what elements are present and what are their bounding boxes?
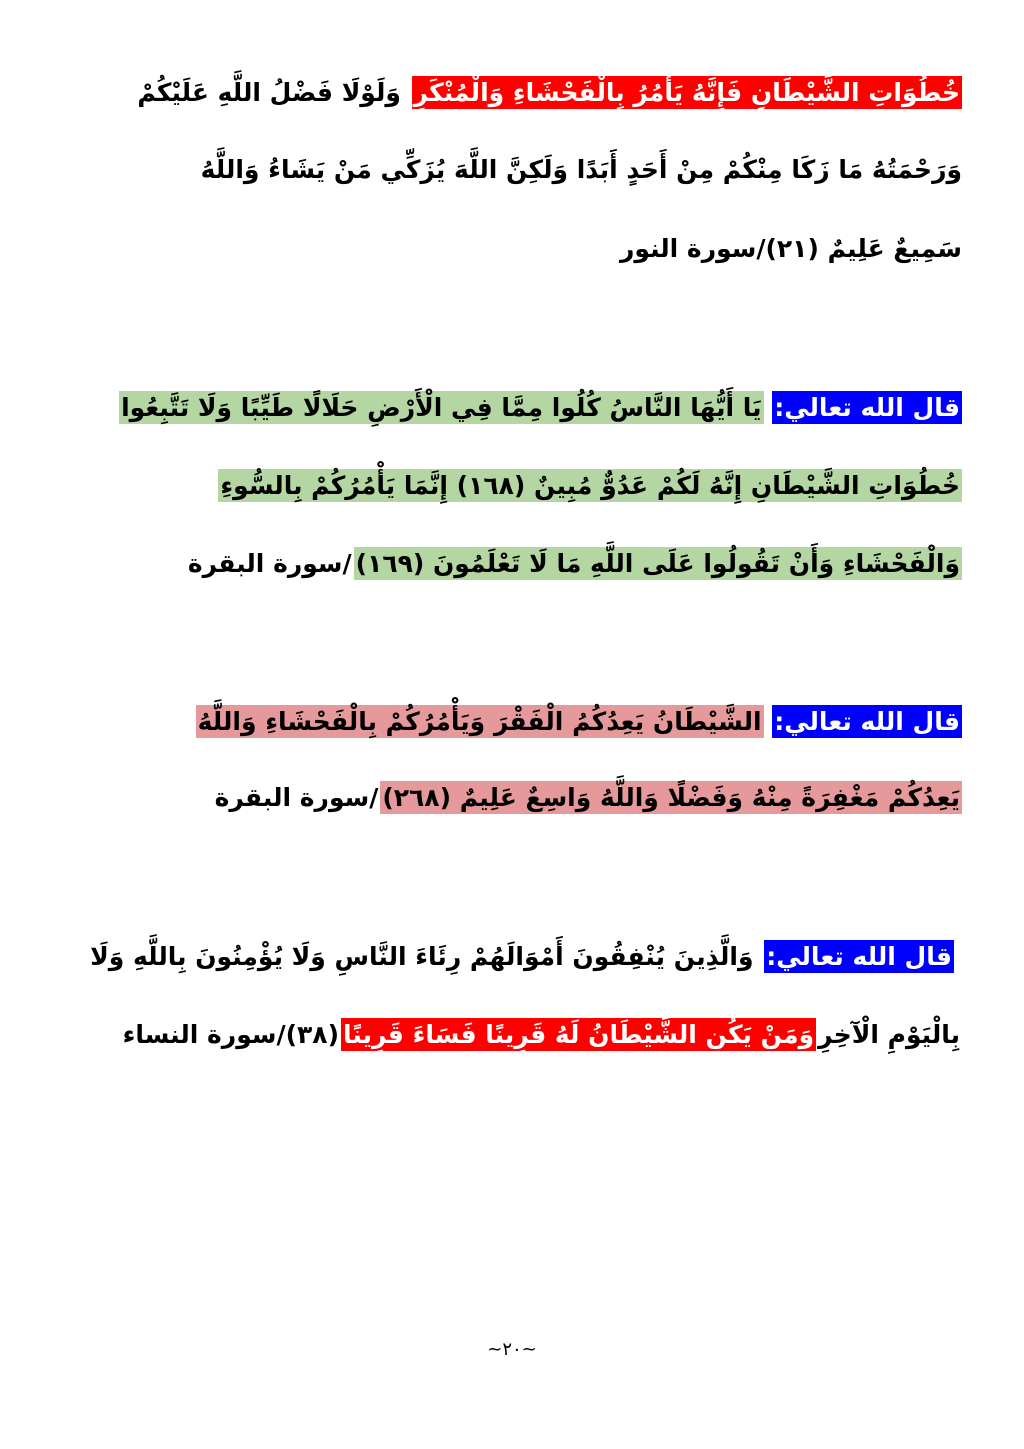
verse1-line1-text: وَلَوْلَا فَضْلُ اللَّهِ عَلَيْكُمْ (137, 78, 410, 107)
verse3-line1-text: الشَّيْطَانُ يَعِدُكُمُ الْفَقْرَ وَيَأْمُرُكُمْ بِالْفَحْشَاءِ وَاللَّهُ (197, 707, 762, 736)
verse4-line1-text: وَالَّذِينَ يُنْفِقُونَ أَمْوَالَهُمْ رِئَاءَ النَّاسِ وَلَا يُؤْمِنُونَ بِاللَّهِ وَلَا (90, 942, 754, 971)
verse1-line3: سَمِيعٌ عَلِيمٌ (٢١)/سورة النور (620, 234, 962, 263)
verse1-line2: وَرَحْمَتُهُ مَا زَكَا مِنْكُمْ مِنْ أَحَدٍ أَبَدًا وَلَكِنَّ اللَّهَ يُزَكِّي مَنْ يَشَاءُ وَاللَّهُ (200, 155, 962, 184)
verse4-line2-start: بِالْيَوْمِ الْآخِرِ (818, 1020, 960, 1049)
verse2-line2 (62, 464, 962, 508)
verse4-source: (٣٨)/سورة النساء (122, 1020, 339, 1049)
verse4-label: قال الله تعالي: (766, 942, 952, 971)
page-number: ~٢٠~ (487, 1339, 537, 1360)
verse3-source: /سورة البقرة (214, 783, 379, 812)
verse2-line3-text: وَالْفَحْشَاءِ وَأَنْ تَقُولُوا عَلَى اللَّهِ مَا لَا تَعْلَمُونَ (١٦٩) (355, 549, 960, 578)
verse2-label: قال الله تعالي: (774, 393, 960, 422)
verse3-line2-text: يَعِدُكُمْ مَغْفِرَةً مِنْهُ وَفَضْلًا وَاللَّهُ وَاسِعٌ عَلِيمٌ (٢٦٨) (382, 783, 960, 812)
verse2-line1 (62, 386, 962, 430)
verse2-line2-text: خُطُوَاتِ الشَّيْطَانِ إِنَّهُ لَكُمْ عَدُوٌّ مُبِينٌ (١٦٨) إِنَّمَا يَأْمُرُكُمْ بِالسُّوءِ (220, 471, 960, 500)
verse4-highlight-red: وَمَنْ يَكُنِ الشَّيْطَانُ لَهُ قَرِينًا فَسَاءَ قَرِينًا (343, 1020, 815, 1049)
verse2-line3 (62, 542, 962, 586)
verse4-line1 (54, 935, 954, 979)
verse3-line2 (62, 776, 962, 820)
verse1-line1 (62, 71, 962, 115)
verse3-label: قال الله تعالي: (774, 707, 960, 736)
verse2-source: /سورة البقرة (187, 549, 352, 578)
verse4-line2 (62, 1013, 962, 1057)
verse2-line1-text: يَا أَيُّهَا النَّاسُ كُلُوا مِمَّا فِي الْأَرْضِ حَلَالًا طَيِّبًا وَلَا تَتَّبِعُوا (121, 393, 762, 422)
verse1-highlight-red: خُطُوَاتِ الشَّيْطَانِ فَإِنَّهُ يَأْمُرُ بِالْفَحْشَاءِ وَالْمُنْكَرِ (413, 78, 960, 107)
verse3-line1 (62, 700, 962, 744)
